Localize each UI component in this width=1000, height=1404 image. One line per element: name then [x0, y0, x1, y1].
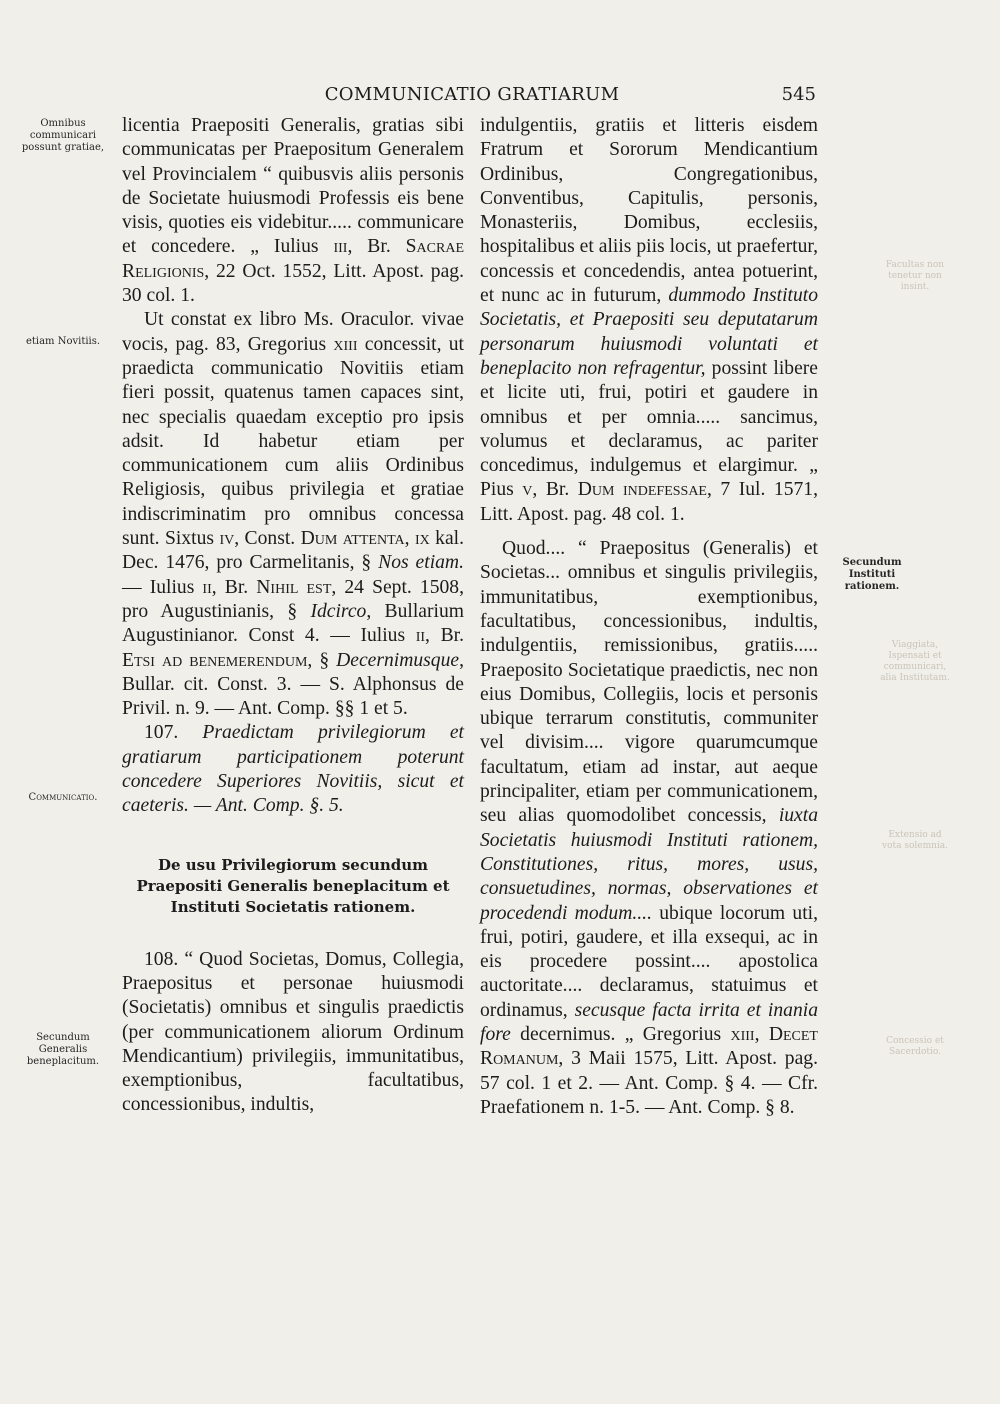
margin-note-generalis: Secundum Generalis beneplacitum.	[26, 1032, 100, 1067]
margin-note-instituti: Secundum Instituti rationem.	[842, 557, 902, 592]
page-number: 545	[781, 84, 816, 105]
paragraph-107: 107. Praedictam privilegiorum et gratiarum participationem poterunt concedere Superiores Novitiis, sicut et caeteris. — Ant. Comp. §. 5.	[122, 722, 464, 817]
running-title: COMMUNICATIO GRATIARUM	[324, 84, 620, 105]
right-column	[480, 114, 818, 1120]
bleed-note-b: Viaggiata, Ispensati et communicari, alia Institutam.	[880, 640, 950, 683]
bleed-note-c: Extensio ad vota solemnia.	[881, 830, 949, 851]
paragraph-quod: Quod.... “ Praepositus (Generalis) et Societas... omnibus et singulis privilegiis, immunitatibus, exemptionibus, facultatibus, concessionibus, indultis, indulgentiis, remissionibus, gratiis..... Praeposito Societatique praedictis, nec non eius Domibus, Collegiis, locis et personis ubique terrarum constitutis, communiter vel divisim.... vigore quarumcumque facultatum, etiam ad instar, aut aeque principaliter, etiam per communicationem, seu alias quomodolibet concessis, iuxta Societatis huiusmodi Instituti rationem, Constitutiones, ritus, mores, usus, consuetudines, normas, observationes et procedendi modum.... ubique locorum uti, frui, potiri, gaudere, et illa exsequi, ac in eis procedere possint.... apostolica auctoritate.... declaramus, statuimus et ordinamus, secusque facta irrita et inania fore decernimus. „ Gregorius xiii, Decet Romanum, 3 Maii 1575, Litt. Apost. pag. 57 col. 1 et 2. — Ant. Comp. § 4. — Cfr. Praefationem n. 1-5. — Ant. Comp. § 8.	[480, 538, 819, 1118]
bleed-note-a: Facultas non tenetur non insint.	[885, 260, 945, 292]
margin-note-omnibus: Omnibus communicari possunt gratiae,	[21, 118, 105, 153]
margin-note-novitiis: etiam Novitiis.	[25, 336, 101, 347]
left-column	[122, 114, 464, 1118]
paragraph-108: 108. “ Quod Societas, Domus, Collegia, Praepositus et personae huiusmodi (Societatis) omnibus et singulis praedictis (per communicationem aliorum Ordinum Mendicantium) privilegiis, immunitatibus, exemptionibus, facultatibus, concessionibus, indultis,	[122, 948, 464, 1116]
section-heading: De usu Privilegiorum secundum Praepositi Generalis beneplacitum et Instituti Societatis rationem.	[136, 855, 450, 916]
bleed-note-d: Concessio et Sacerdotio.	[886, 1036, 944, 1057]
margin-note-communicatio: Communicatio.	[28, 792, 98, 803]
paragraph-indulgentiis: indulgentiis, gratiis et litteris eisdem Fratrum et Sororum Mendicantium Ordinibus, Congregationibus, Conventibus, Capitulis, personis, Monasteriis, Domibus, ecclesiis, hospitalibus et aliis piis locis, ut praefertur, concessis et concedendis, antea potuerint, et nunc ac in futurum, dummodo Instituto Societatis, et Praepositi seu deputatarum personarum huiusmodi voluntati et beneplacito non refragentur, possint libere et licite uti, frui, potiri et gaudere in omnibus et per omnia..... sancimus, volumus et declaramus, ac pariter concedimus, indulgemus et elargimur. „ Pius v, Br. Dum indefessae, 7 Iul. 1571, Litt. Apost. pag. 48 col. 1.	[480, 115, 818, 525]
paragraph-licentia: licentia Praepositi Generalis, gratias sibi communicatas per Praepositum Generalem vel Provincialem “ quibusvis aliis personis de Societate huiusmodi Professis eis bene visis, quoties eis videbitur..... communicare et concedere. „ Iulius iii, Br. Sacrae Religionis, 22 Oct. 1552, Litt. Apost. pag. 30 col. 1.	[122, 115, 465, 307]
paragraph-ut-constat: Ut constat ex libro Ms. Oraculor. vivae vocis, pag. 83, Gregorius xiii concessit, ut praedicta communicatio Novitiis etiam fieri possit, quatenus tamen capaces sint, nec specialis quaedam exceptio pro ipsis adsit. Id habetur etiam per communicationem cum aliis Ordinibus Religiosis, quibus privilegia et gratiae indiscriminatim pro omnibus concessa sunt. Sixtus iv, Const. Dum attenta, ix kal. Dec. 1476, pro Carmelitanis, § Nos etiam. — Iulius ii, Br. Nihil est, 24 Sept. 1508, pro Augustinianis, § Idcirco, Bullarium Augustinianor. Const 4. — Iulius ii, Br. Etsi ad benemerendum, § Decernimusque, Bullar. cit. Const. 3. — S. Alphonsus de Privil. n. 9. — Ant. Comp. §§ 1 et 5.	[122, 309, 465, 720]
